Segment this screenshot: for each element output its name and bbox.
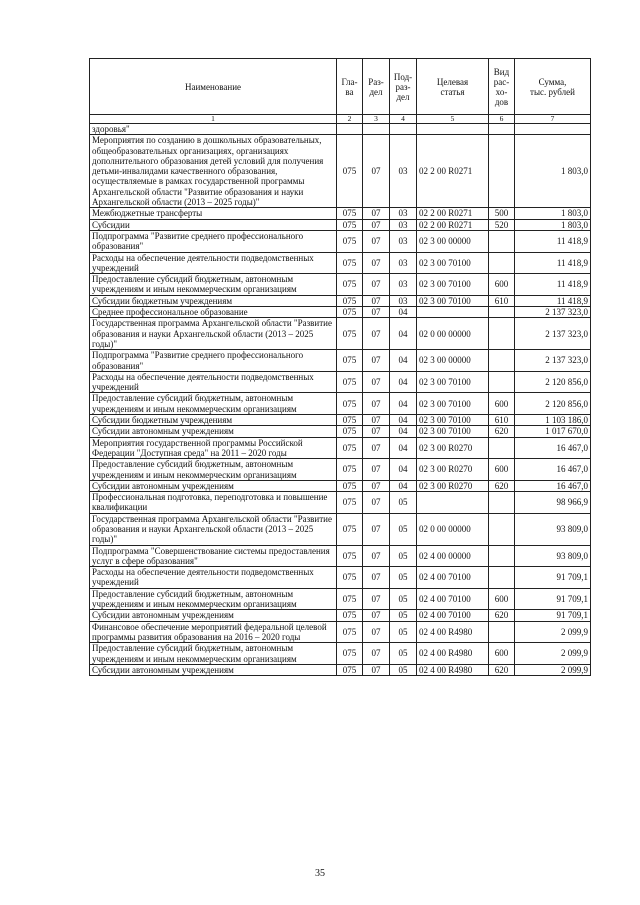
row-name: Расходы на обеспечение деятельности подведомственных учреждений xyxy=(90,567,337,589)
row-summa: 1 103 186,0 xyxy=(515,415,591,426)
row-name: Предоставление субсидий бюджетным, автономным учреждениям и иным некоммерческим организациям xyxy=(90,643,337,665)
row-summa: 93 809,0 xyxy=(515,545,591,567)
row-podrazdel: 04 xyxy=(390,307,417,318)
row-vid: 620 xyxy=(489,480,515,491)
row-vid xyxy=(489,135,515,208)
row-tselevaya: 02 3 00 00000 xyxy=(417,230,489,252)
column-number: 3 xyxy=(363,115,390,124)
row-razdel: 07 xyxy=(363,135,390,208)
row-glava: 075 xyxy=(337,208,363,219)
row-vid xyxy=(489,252,515,274)
row-razdel: 07 xyxy=(363,664,390,675)
row-podrazdel: 03 xyxy=(390,219,417,230)
row-razdel: 07 xyxy=(363,230,390,252)
row-summa: 1 803,0 xyxy=(515,135,591,208)
column-number: 4 xyxy=(390,115,417,124)
row-tselevaya: 02 3 00 70100 xyxy=(417,415,489,426)
row-glava: 075 xyxy=(337,567,363,589)
row-razdel: 07 xyxy=(363,371,390,393)
row-summa: 1 803,0 xyxy=(515,208,591,219)
table-row xyxy=(90,643,591,665)
row-razdel: 07 xyxy=(363,393,390,415)
row-tselevaya: 02 4 00 70100 xyxy=(417,610,489,621)
row-name: Предоставление субсидий бюджетным, автономным учреждениям и иным некоммерческим организациям xyxy=(90,588,337,610)
row-razdel: 07 xyxy=(363,643,390,665)
row-vid xyxy=(489,513,515,545)
table-row xyxy=(90,588,591,610)
row-name: Субсидии бюджетным учреждениям xyxy=(90,415,337,426)
row-glava: 075 xyxy=(337,437,363,459)
row-razdel: 07 xyxy=(363,208,390,219)
row-name: Мероприятия государственной программы Российской Федерации "Доступная среда" на 2011 – 2020 годы xyxy=(90,437,337,459)
row-vid xyxy=(489,350,515,372)
row-glava: 075 xyxy=(337,295,363,306)
row-podrazdel: 05 xyxy=(390,545,417,567)
table-row xyxy=(90,545,591,567)
row-glava: 075 xyxy=(337,621,363,643)
column-number: 1 xyxy=(90,115,337,124)
row-podrazdel: 05 xyxy=(390,567,417,589)
row-name: Подпрограмма "Развитие среднего профессионального образования" xyxy=(90,230,337,252)
table-row xyxy=(90,124,591,135)
row-name: Субсидии бюджетным учреждениям xyxy=(90,295,337,306)
row-glava: 075 xyxy=(337,664,363,675)
row-tselevaya: 02 3 00 R0270 xyxy=(417,459,489,481)
row-summa: 2 099,9 xyxy=(515,643,591,665)
row-razdel: 07 xyxy=(363,219,390,230)
table-row xyxy=(90,393,591,415)
row-vid: 520 xyxy=(489,219,515,230)
row-name: Предоставление субсидий бюджетным, автономным учреждениям и иным некоммерческим организациям xyxy=(90,393,337,415)
table-row xyxy=(90,135,591,208)
row-name: Мероприятия по созданию в дошкольных образовательных, общеобразовательных организациях, организациях дополнительного образования детей условий для получения детьми-инвалидами качественного образования, осуществляемые в рамках государственной программы Архангельской области "Развитие образования и науки Архангельской области (2013 – 2025 годы)" xyxy=(90,135,337,208)
row-summa: 2 099,9 xyxy=(515,664,591,675)
table-row xyxy=(90,219,591,230)
row-summa: 2 099,9 xyxy=(515,621,591,643)
table-row xyxy=(90,621,591,643)
row-summa: 91 709,1 xyxy=(515,567,591,589)
row-razdel: 07 xyxy=(363,588,390,610)
row-summa: 2 120 856,0 xyxy=(515,393,591,415)
row-tselevaya: 02 3 00 70100 xyxy=(417,252,489,274)
row-glava: 075 xyxy=(337,274,363,296)
row-name: Субсидии xyxy=(90,219,337,230)
row-razdel: 07 xyxy=(363,415,390,426)
table-row xyxy=(90,437,591,459)
row-summa: 16 467,0 xyxy=(515,437,591,459)
row-podrazdel: 03 xyxy=(390,274,417,296)
row-summa: 1 803,0 xyxy=(515,219,591,230)
row-podrazdel: 03 xyxy=(390,208,417,219)
row-name: Субсидии автономным учреждениям xyxy=(90,426,337,437)
row-razdel: 07 xyxy=(363,252,390,274)
row-podrazdel: 05 xyxy=(390,492,417,514)
row-razdel: 07 xyxy=(363,545,390,567)
row-razdel: 07 xyxy=(363,567,390,589)
row-name: здоровья" xyxy=(90,124,337,135)
row-tselevaya: 02 4 00 70100 xyxy=(417,567,489,589)
row-vid: 600 xyxy=(489,459,515,481)
row-summa: 16 467,0 xyxy=(515,459,591,481)
header-podrazdel: Под- раз- дел xyxy=(390,59,417,115)
row-tselevaya: 02 3 00 70100 xyxy=(417,295,489,306)
table-row xyxy=(90,480,591,491)
row-vid: 600 xyxy=(489,588,515,610)
row-summa: 2 120 856,0 xyxy=(515,371,591,393)
table-row xyxy=(90,426,591,437)
table-row xyxy=(90,513,591,545)
row-razdel xyxy=(363,124,390,135)
table-row xyxy=(90,459,591,481)
row-name: Среднее профессиональное образование xyxy=(90,307,337,318)
row-podrazdel: 05 xyxy=(390,513,417,545)
page-number: 35 xyxy=(315,868,325,879)
row-glava: 075 xyxy=(337,318,363,350)
row-vid: 610 xyxy=(489,415,515,426)
row-razdel: 07 xyxy=(363,610,390,621)
row-tselevaya: 02 4 00 00000 xyxy=(417,545,489,567)
header-vid: Вид рас- хо- дов xyxy=(489,59,515,115)
row-tselevaya: 02 3 00 00000 xyxy=(417,350,489,372)
table-row xyxy=(90,318,591,350)
row-name: Профессиональная подготовка, переподготовка и повышение квалификации xyxy=(90,492,337,514)
row-glava: 075 xyxy=(337,480,363,491)
row-glava: 075 xyxy=(337,135,363,208)
row-razdel: 07 xyxy=(363,350,390,372)
row-glava: 075 xyxy=(337,393,363,415)
row-glava: 075 xyxy=(337,610,363,621)
row-name: Расходы на обеспечение деятельности подведомственных учреждений xyxy=(90,252,337,274)
row-podrazdel: 04 xyxy=(390,437,417,459)
row-glava: 075 xyxy=(337,219,363,230)
row-podrazdel: 03 xyxy=(390,135,417,208)
row-glava xyxy=(337,124,363,135)
budget-table xyxy=(89,58,591,676)
row-summa: 2 137 323,0 xyxy=(515,350,591,372)
row-name: Предоставление субсидий бюджетным, автономным учреждениям и иным некоммерческим организациям xyxy=(90,274,337,296)
row-tselevaya: 02 4 00 70100 xyxy=(417,588,489,610)
row-podrazdel: 04 xyxy=(390,480,417,491)
header-glava: Гла- ва xyxy=(337,59,363,115)
row-razdel: 07 xyxy=(363,307,390,318)
row-tselevaya: 02 4 00 R4980 xyxy=(417,664,489,675)
row-podrazdel: 04 xyxy=(390,459,417,481)
row-podrazdel: 04 xyxy=(390,371,417,393)
row-razdel: 07 xyxy=(363,480,390,491)
row-summa: 11 418,9 xyxy=(515,252,591,274)
row-tselevaya xyxy=(417,492,489,514)
row-razdel: 07 xyxy=(363,513,390,545)
row-razdel: 07 xyxy=(363,492,390,514)
row-razdel: 07 xyxy=(363,621,390,643)
row-vid xyxy=(489,371,515,393)
row-podrazdel: 05 xyxy=(390,664,417,675)
row-razdel: 07 xyxy=(363,274,390,296)
column-number: 2 xyxy=(337,115,363,124)
row-summa: 2 137 323,0 xyxy=(515,318,591,350)
row-glava: 075 xyxy=(337,459,363,481)
table-row xyxy=(90,664,591,675)
row-name: Межбюджетные трансферты xyxy=(90,208,337,219)
row-tselevaya xyxy=(417,307,489,318)
row-glava: 075 xyxy=(337,230,363,252)
row-razdel: 07 xyxy=(363,437,390,459)
row-podrazdel: 05 xyxy=(390,621,417,643)
row-tselevaya: 02 2 00 R0271 xyxy=(417,208,489,219)
row-glava: 075 xyxy=(337,307,363,318)
column-number: 5 xyxy=(417,115,489,124)
table-row xyxy=(90,371,591,393)
row-vid xyxy=(489,545,515,567)
header-razdel: Раз- дел xyxy=(363,59,390,115)
row-podrazdel: 04 xyxy=(390,350,417,372)
row-summa: 91 709,1 xyxy=(515,610,591,621)
row-vid xyxy=(489,492,515,514)
row-razdel: 07 xyxy=(363,459,390,481)
row-name: Подпрограмма "Развитие среднего профессионального образования" xyxy=(90,350,337,372)
table-row xyxy=(90,610,591,621)
row-podrazdel: 05 xyxy=(390,588,417,610)
row-vid: 600 xyxy=(489,393,515,415)
row-vid xyxy=(489,318,515,350)
row-tselevaya: 02 3 00 R0270 xyxy=(417,480,489,491)
row-summa: 11 418,9 xyxy=(515,230,591,252)
table-row xyxy=(90,567,591,589)
row-glava: 075 xyxy=(337,426,363,437)
table-row xyxy=(90,415,591,426)
row-tselevaya: 02 3 00 70100 xyxy=(417,371,489,393)
row-tselevaya: 02 0 00 00000 xyxy=(417,318,489,350)
row-glava: 075 xyxy=(337,545,363,567)
table-row xyxy=(90,274,591,296)
row-vid xyxy=(489,567,515,589)
row-podrazdel: 04 xyxy=(390,426,417,437)
row-name: Подпрограмма "Совершенствование системы предоставления услуг в сфере образования" xyxy=(90,545,337,567)
row-vid xyxy=(489,124,515,135)
row-name: Государственная программа Архангельской области "Развитие образования и науки Архангельской области (2013 – 2025 годы)" xyxy=(90,318,337,350)
header-tselevaya: Целевая статья xyxy=(417,59,489,115)
row-name: Субсидии автономным учреждениям xyxy=(90,480,337,491)
row-vid xyxy=(489,230,515,252)
row-glava: 075 xyxy=(337,350,363,372)
column-number: 7 xyxy=(515,115,591,124)
row-tselevaya: 02 4 00 R4980 xyxy=(417,643,489,665)
row-name: Субсидии автономным учреждениям xyxy=(90,610,337,621)
row-podrazdel: 04 xyxy=(390,393,417,415)
row-podrazdel: 05 xyxy=(390,643,417,665)
row-tselevaya: 02 3 00 R0270 xyxy=(417,437,489,459)
row-vid: 600 xyxy=(489,643,515,665)
row-name: Финансовое обеспечение мероприятий федеральной целевой программы развития образования на 2016 – 2020 годы xyxy=(90,621,337,643)
row-glava: 075 xyxy=(337,492,363,514)
row-vid xyxy=(489,621,515,643)
table-row xyxy=(90,230,591,252)
row-razdel: 07 xyxy=(363,426,390,437)
row-tselevaya xyxy=(417,124,489,135)
row-tselevaya: 02 2 00 R0271 xyxy=(417,135,489,208)
row-podrazdel xyxy=(390,124,417,135)
row-tselevaya: 02 3 00 70100 xyxy=(417,426,489,437)
row-vid: 620 xyxy=(489,610,515,621)
row-summa: 11 418,9 xyxy=(515,274,591,296)
row-podrazdel: 04 xyxy=(390,318,417,350)
row-summa xyxy=(515,124,591,135)
table-row xyxy=(90,350,591,372)
row-summa: 93 809,0 xyxy=(515,513,591,545)
row-name: Предоставление субсидий бюджетным, автономным учреждениям и иным некоммерческим организациям xyxy=(90,459,337,481)
row-summa: 11 418,9 xyxy=(515,295,591,306)
row-tselevaya: 02 2 00 R0271 xyxy=(417,219,489,230)
table-row xyxy=(90,208,591,219)
row-summa: 1 017 670,0 xyxy=(515,426,591,437)
row-vid: 620 xyxy=(489,426,515,437)
table-row xyxy=(90,252,591,274)
table-row xyxy=(90,307,591,318)
header-summa: Сумма, тыс. рублей xyxy=(515,59,591,115)
row-glava: 075 xyxy=(337,415,363,426)
row-vid: 600 xyxy=(489,274,515,296)
row-vid: 500 xyxy=(489,208,515,219)
table-header-row xyxy=(90,59,591,115)
header-name: Наименование xyxy=(90,59,337,115)
table-row xyxy=(90,492,591,514)
row-vid: 620 xyxy=(489,664,515,675)
row-vid: 610 xyxy=(489,295,515,306)
row-podrazdel: 03 xyxy=(390,295,417,306)
row-summa: 91 709,1 xyxy=(515,588,591,610)
row-glava: 075 xyxy=(337,588,363,610)
row-summa: 16 467,0 xyxy=(515,480,591,491)
row-glava: 075 xyxy=(337,643,363,665)
row-name: Субсидии автономным учреждениям xyxy=(90,664,337,675)
row-tselevaya: 02 4 00 R4980 xyxy=(417,621,489,643)
column-number-row xyxy=(90,115,591,124)
row-podrazdel: 04 xyxy=(390,415,417,426)
row-glava: 075 xyxy=(337,252,363,274)
row-podrazdel: 03 xyxy=(390,230,417,252)
row-tselevaya: 02 3 00 70100 xyxy=(417,393,489,415)
row-podrazdel: 03 xyxy=(390,252,417,274)
row-name: Государственная программа Архангельской области "Развитие образования и науки Архангельской области (2013 – 2025 годы)" xyxy=(90,513,337,545)
row-vid xyxy=(489,437,515,459)
row-tselevaya: 02 3 00 70100 xyxy=(417,274,489,296)
row-summa: 98 966,9 xyxy=(515,492,591,514)
row-tselevaya: 02 0 00 00000 xyxy=(417,513,489,545)
table-body xyxy=(90,124,591,676)
row-summa: 2 137 323,0 xyxy=(515,307,591,318)
row-glava: 075 xyxy=(337,371,363,393)
row-podrazdel: 05 xyxy=(390,610,417,621)
table-row xyxy=(90,295,591,306)
row-vid xyxy=(489,307,515,318)
row-razdel: 07 xyxy=(363,318,390,350)
row-razdel: 07 xyxy=(363,295,390,306)
column-number: 6 xyxy=(489,115,515,124)
row-name: Расходы на обеспечение деятельности подведомственных учреждений xyxy=(90,371,337,393)
row-glava: 075 xyxy=(337,513,363,545)
